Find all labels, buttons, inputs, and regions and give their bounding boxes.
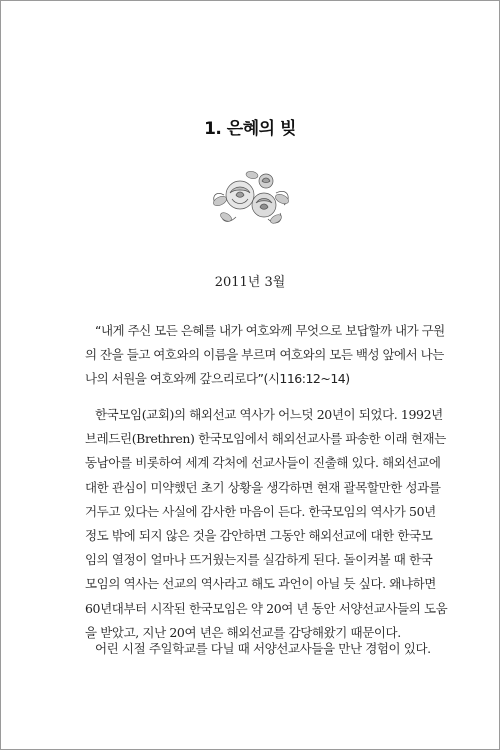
paragraph-line: 60년대부터 시작된 한국모임은 약 20여 년 동안 서양선교사들의 도움 bbox=[85, 600, 448, 616]
quote-line: 나의 서원을 여호와께 갚으리로다”(시116:12~14) bbox=[85, 371, 350, 386]
paragraph-line: 거두고 있다는 사실에 감사한 마음이 든다. 한국모임의 역사가 50년 bbox=[85, 503, 436, 519]
body-paragraph-1 bbox=[85, 403, 448, 645]
paragraph-line: 정도 밖에 되지 않은 것을 감안하면 그동안 해외선교에 대한 한국모 bbox=[85, 528, 433, 544]
paragraph-line: 모임의 역사는 선교의 역사라고 해도 과언이 아닐 듯 싶다. 왜냐하면 bbox=[85, 576, 436, 592]
quote-line: 의 잔을 들고 여호와의 이름을 부르며 여호와의 모든 백성 앞에서 나는 bbox=[85, 347, 444, 362]
paragraph-line: 어린 시절 주일학교를 다닐 때 서양선교사들을 만난 경험이 있다. bbox=[95, 641, 431, 656]
paragraph-line: 동남아를 비롯하여 세계 각처에 선교사들이 진출해 있다. 해외선교에 bbox=[85, 455, 441, 471]
paragraph-line: 브레드린(Brethren) 한국모임에서 해외선교사를 파송한 이래 현재는 bbox=[85, 431, 446, 447]
paragraph-line: 임의 열정이 얼마나 뜨거웠는지를 실감하게 된다. 돌이켜볼 때 한국 bbox=[85, 552, 433, 568]
body-paragraph-2 bbox=[85, 637, 431, 661]
paragraph-line: 대한 관심이 미약했던 초기 상황을 생각하면 현재 괄목할만한 성과를 bbox=[85, 479, 441, 495]
chapter-title: 1. 은혜의 빚 bbox=[204, 119, 296, 139]
rose-ornament-icon bbox=[206, 165, 296, 231]
paragraph-line: 한국모임(교회)의 해외선교 역사가 어느덧 20년이 되었다. 1992년 bbox=[95, 407, 443, 422]
quote-line: “내게 주신 모든 은혜를 내가 여호와께 무엇으로 보답할까 내가 구원 bbox=[95, 323, 445, 338]
date-line: 2011년 3월 bbox=[214, 275, 286, 290]
scripture-quote bbox=[85, 319, 445, 391]
paragraph-line: 을 받았고, 지난 20여 년은 해외선교를 감당해왔기 때문이다. bbox=[85, 624, 401, 640]
